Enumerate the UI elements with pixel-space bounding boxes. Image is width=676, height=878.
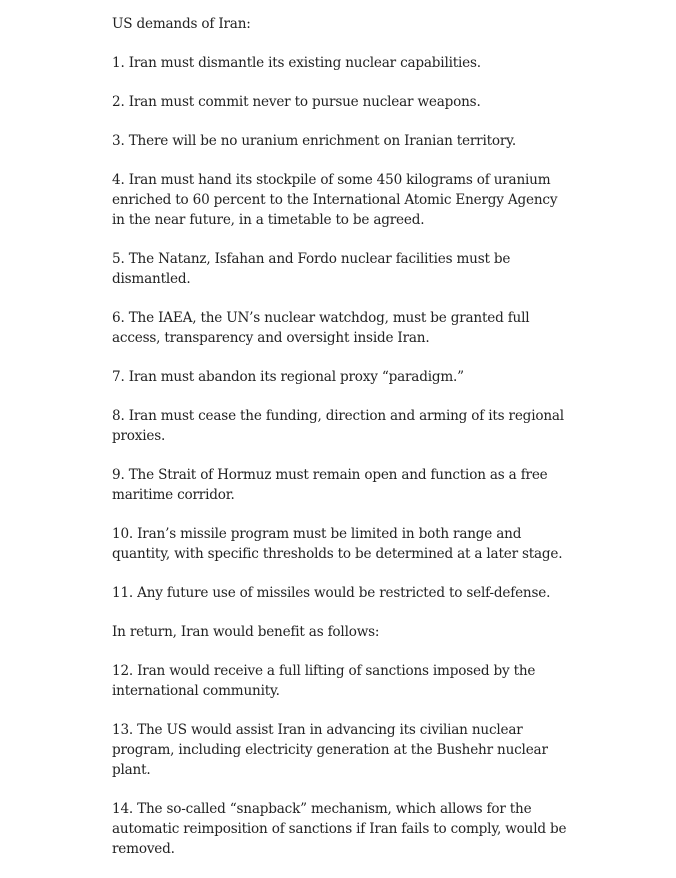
demand-item-5: 5. The Natanz, Isfahan and Fordo nuclear facilities must be dismantled. [112, 251, 511, 287]
demands-heading: US demands of Iran: [112, 16, 251, 32]
demand-item-9: 9. The Strait of Hormuz must remain open and function as a free maritime corridor. [112, 467, 548, 503]
article-body [112, 14, 567, 878]
demand-item-2: 2. Iran must commit never to pursue nuclear weapons. [112, 94, 481, 110]
demand-item-6: 6. The IAEA, the UN’s nuclear watchdog, must be granted full access, transparency and oversight inside Iran. [112, 310, 530, 346]
demand-item-3: 3. There will be no uranium enrichment on Iranian territory. [112, 133, 516, 149]
demand-item-1: 1. Iran must dismantle its existing nuclear capabilities. [112, 55, 481, 71]
demand-item-4: 4. Iran must hand its stockpile of some 450 kilograms of uranium enriched to 60 percent to the International Atomic Energy Agency in the near future, in a timetable to be agreed. [112, 172, 558, 228]
benefit-item-12: 12. Iran would receive a full lifting of sanctions imposed by the international community. [112, 663, 536, 699]
benefits-heading: In return, Iran would benefit as follows: [112, 624, 380, 640]
demand-item-11: 11. Any future use of missiles would be restricted to self-defense. [112, 585, 551, 601]
demand-item-10: 10. Iran’s missile program must be limited in both range and quantity, with specific thresholds to be determined at a later stage. [112, 526, 563, 562]
benefit-item-14: 14. The so-called “snapback” mechanism, which allows for the automatic reimposition of sanctions if Iran fails to comply, would be removed. [112, 801, 567, 857]
demand-item-8: 8. Iran must cease the funding, direction and arming of its regional proxies. [112, 408, 564, 444]
benefit-item-13: 13. The US would assist Iran in advancing its civilian nuclear program, including electricity generation at the Bushehr nuclear plant. [112, 722, 548, 778]
demand-item-7: 7. Iran must abandon its regional proxy “paradigm.” [112, 369, 464, 385]
